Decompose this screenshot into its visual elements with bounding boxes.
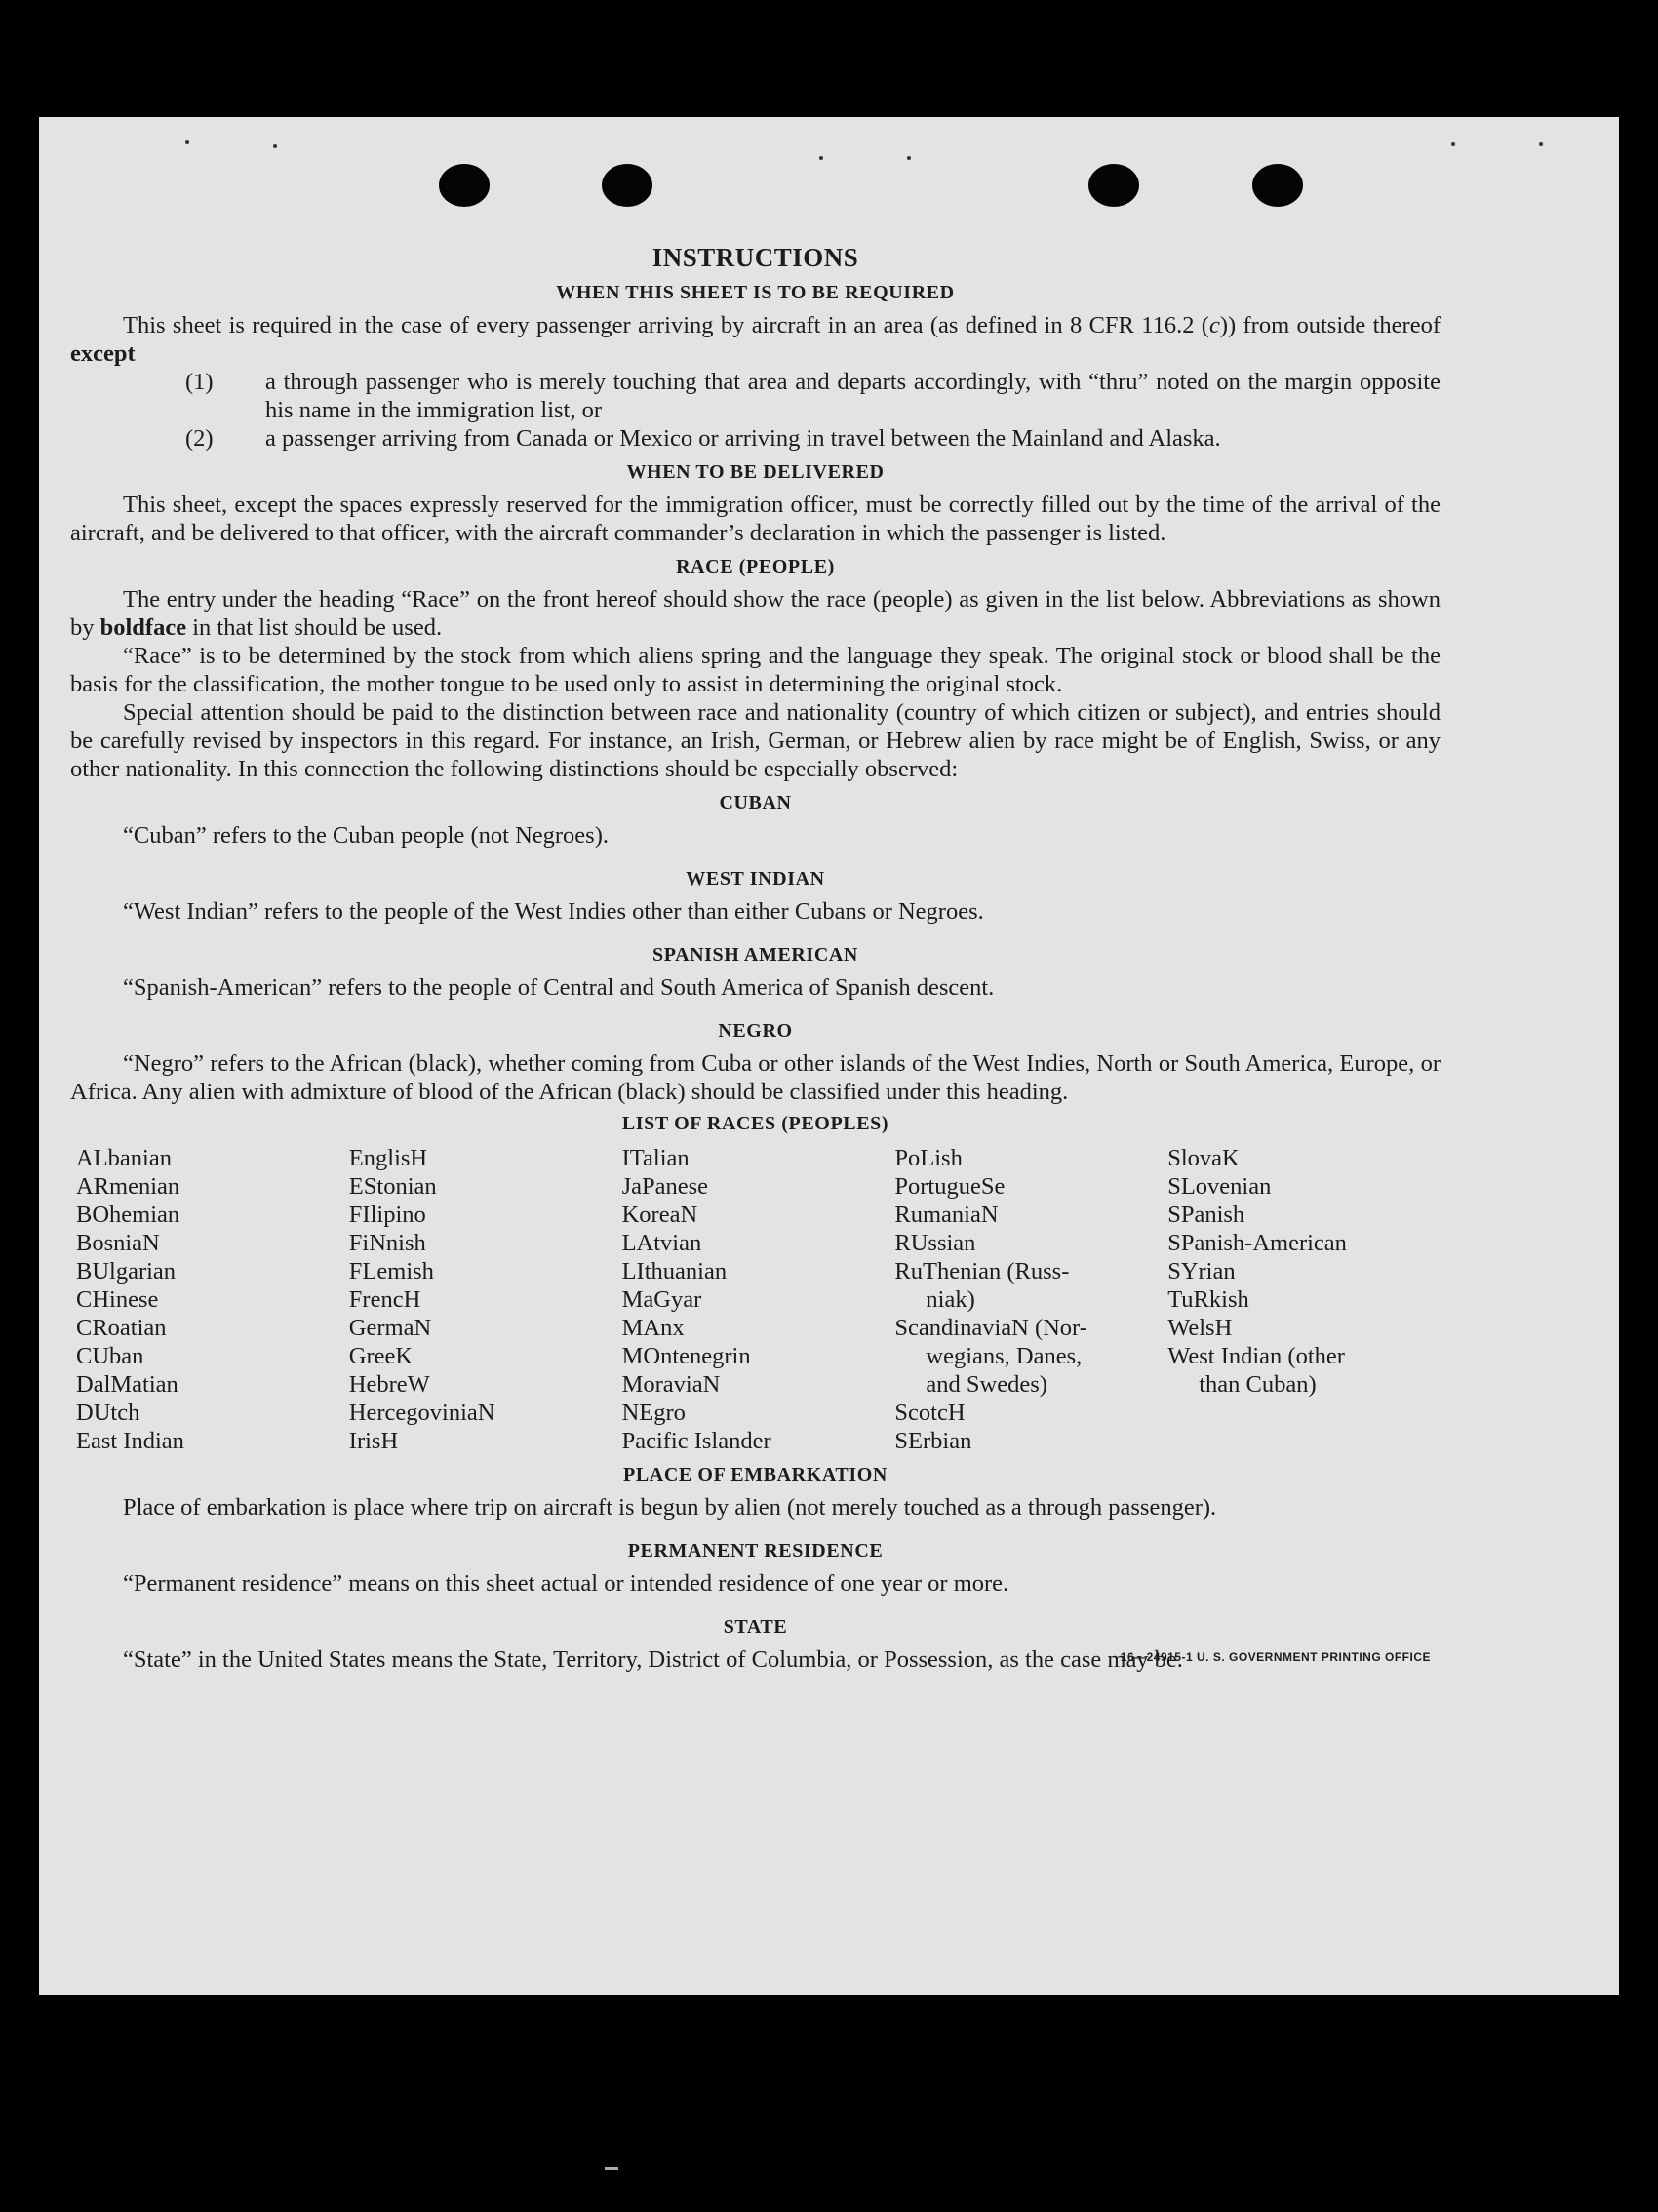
race-item: ScotcH bbox=[894, 1400, 966, 1426]
speck bbox=[1451, 142, 1455, 146]
section-heading-race: RACE (PEOPLE) bbox=[676, 556, 835, 577]
race-item: JaPanese bbox=[621, 1173, 709, 1200]
race-item: KoreaN bbox=[621, 1202, 698, 1228]
race-item: EStonian bbox=[348, 1173, 437, 1200]
race-item: FiNnish bbox=[348, 1230, 426, 1256]
section-heading-state: STATE bbox=[723, 1616, 788, 1638]
races-column-3 bbox=[622, 1144, 895, 1455]
race-item: LIthuanian bbox=[621, 1258, 728, 1284]
punch-hole bbox=[439, 164, 490, 207]
section-heading-delivered: WHEN TO BE DELIVERED bbox=[626, 461, 885, 483]
race-item: FIlipino bbox=[348, 1202, 426, 1228]
race-item: MOntenegrin bbox=[621, 1343, 751, 1369]
race-item: SYrian bbox=[1167, 1258, 1236, 1284]
race-item: DalMatian bbox=[76, 1371, 178, 1398]
section-heading-cuban: CUBAN bbox=[719, 792, 792, 813]
paragraph-state: “State” in the United States means the State, Territory, District of Columbia, or Possession, as the case may be. bbox=[123, 1646, 1183, 1673]
race-item: DUtch bbox=[76, 1400, 140, 1426]
race-item: HercegoviniaN bbox=[348, 1400, 495, 1426]
race-item: BosniaN bbox=[76, 1230, 160, 1256]
speck bbox=[273, 144, 277, 148]
race-item: MAnx bbox=[621, 1315, 685, 1341]
race-item: ScandinaviaN (Nor- bbox=[894, 1315, 1087, 1341]
race-item: CHinese bbox=[76, 1286, 159, 1313]
race-item: SErbian bbox=[894, 1428, 972, 1454]
punch-hole bbox=[602, 164, 652, 207]
section-heading-list-of-races: LIST OF RACES (PEOPLES) bbox=[621, 1113, 889, 1134]
race-item: PoLish bbox=[894, 1145, 963, 1171]
paragraph-cuban: “Cuban” refers to the Cuban people (not Negroes). bbox=[123, 822, 609, 849]
section-heading-permanent-residence: PERMANENT RESIDENCE bbox=[627, 1540, 884, 1561]
speck bbox=[907, 156, 911, 160]
race-item: CRoatian bbox=[76, 1315, 167, 1341]
race-item-continuation: than Cuban) bbox=[1199, 1371, 1317, 1398]
state-footer-row bbox=[70, 1645, 1441, 1674]
section-heading-required: WHEN THIS SHEET IS TO BE REQUIRED bbox=[556, 282, 955, 303]
paragraph-required: This sheet is required in the case of every passenger arriving by aircraft in an area (as defined in 8 CFR 116.2 (c)) from outside thereof except bbox=[70, 312, 1441, 367]
page-title: INSTRUCTIONS bbox=[651, 243, 859, 272]
race-item: TuRkish bbox=[1167, 1286, 1249, 1313]
printing-office-code: 16—24915-1 U. S. GOVERNMENT PRINTING OFFICE bbox=[1120, 1650, 1431, 1664]
race-item: FLemish bbox=[348, 1258, 434, 1284]
paragraph-race-nationality: Special attention should be paid to the distinction between race and nationality (country of which citizen or subject), and entries should be carefully revised by inspectors in this regard. For instance, an Irish, German, or Hebrew alien by race might be of English, Swiss, or any other nationality. In this connection the following distinctions should be especially observed: bbox=[70, 699, 1441, 782]
race-item: LAtvian bbox=[621, 1230, 702, 1256]
races-column-5 bbox=[1167, 1144, 1441, 1455]
paragraph-permanent-residence: “Permanent residence” means on this sheet actual or intended residence of one year or more. bbox=[123, 1570, 1009, 1597]
section-heading-negro: NEGRO bbox=[718, 1020, 793, 1042]
scan-mark bbox=[605, 2167, 618, 2170]
race-item: ALbanian bbox=[76, 1145, 172, 1171]
races-list bbox=[76, 1144, 1441, 1455]
race-item: WelsH bbox=[1167, 1315, 1233, 1341]
race-item-continuation: and Swedes) bbox=[926, 1371, 1047, 1398]
race-item: MoraviaN bbox=[621, 1371, 721, 1398]
races-column-1 bbox=[76, 1144, 349, 1455]
race-item: SLovenian bbox=[1167, 1173, 1272, 1200]
section-heading-west-indian: WEST INDIAN bbox=[686, 868, 825, 889]
race-item-continuation: niak) bbox=[926, 1286, 975, 1313]
race-item: GermaN bbox=[348, 1315, 432, 1341]
paragraph-west-indian: “West Indian” refers to the people of the West Indies other than either Cubans or Negroes. bbox=[123, 898, 984, 925]
race-item: BUlgarian bbox=[76, 1258, 177, 1284]
paragraph-embarkation: Place of embarkation is place where trip on aircraft is begun by alien (not merely touched as a through passenger). bbox=[123, 1494, 1217, 1521]
race-item: SPanish bbox=[1167, 1202, 1245, 1228]
race-item: Pacific Islander bbox=[621, 1428, 771, 1454]
race-item: RuThenian (Russ- bbox=[894, 1258, 1070, 1284]
race-item: West Indian (other bbox=[1167, 1343, 1345, 1369]
race-item: FrencH bbox=[348, 1286, 421, 1313]
race-item: SlovaK bbox=[1167, 1145, 1240, 1171]
race-item: RumaniaN bbox=[894, 1202, 999, 1228]
race-item: East Indian bbox=[76, 1428, 184, 1454]
race-item: MaGyar bbox=[621, 1286, 702, 1313]
paragraph-race-entry: The entry under the heading “Race” on the front hereof should show the race (people) as given in the list below. Abbreviations as shown by boldface in that list should be used. bbox=[70, 586, 1441, 641]
race-item: PortugueSe bbox=[894, 1173, 1006, 1200]
paragraph-negro: “Negro” refers to the African (black), whether coming from Cuba or other islands of the West Indies, North or South America, Europe, or Africa. Any alien with admixture of blood of the African (black) should be classified under this heading. bbox=[70, 1050, 1441, 1105]
race-item: RUssian bbox=[894, 1230, 976, 1256]
race-item-continuation: wegians, Danes, bbox=[926, 1343, 1083, 1369]
punch-hole bbox=[1252, 164, 1303, 207]
punch-hole bbox=[1088, 164, 1139, 207]
race-item: GreeK bbox=[348, 1343, 414, 1369]
race-item: HebreW bbox=[348, 1371, 430, 1398]
races-column-4 bbox=[894, 1144, 1167, 1455]
speck bbox=[1539, 142, 1543, 146]
race-item: ITalian bbox=[621, 1145, 690, 1171]
paragraph-delivered: This sheet, except the spaces expressly reserved for the immigration officer, must be correctly filled out by the time of the arrival of the aircraft, and be delivered to that officer, with the aircraft commander’s declaration in which the passenger is listed. bbox=[70, 492, 1441, 546]
race-item: CUban bbox=[76, 1343, 144, 1369]
instructions-content bbox=[70, 244, 1441, 1674]
race-item: ARmenian bbox=[76, 1173, 180, 1200]
race-item: NEgro bbox=[621, 1400, 686, 1426]
list-item-through-passenger: (1) a through passenger who is merely touching that area and departs accordingly, with “thru” noted on the margin opposite his name in the immigration list, or bbox=[185, 369, 1441, 423]
races-column-2 bbox=[349, 1144, 622, 1455]
section-heading-embarkation: PLACE OF EMBARKATION bbox=[623, 1464, 888, 1485]
race-item: BOhemian bbox=[76, 1202, 180, 1228]
list-item-canada-mexico: (2) a passenger arriving from Canada or Mexico or arriving in travel between the Mainland and Alaska. bbox=[185, 425, 1221, 452]
paragraph-spanish-american: “Spanish-American” refers to the people of Central and South America of Spanish descent. bbox=[123, 974, 995, 1001]
paragraph-race-definition: “Race” is to be determined by the stock from which aliens spring and the language they speak. The original stock or blood shall be the basis for the classification, the mother tongue to be used only to assist in determining the original stock. bbox=[70, 643, 1441, 697]
speck bbox=[185, 140, 189, 144]
race-item: SPanish-American bbox=[1167, 1230, 1347, 1256]
race-item: IrisH bbox=[348, 1428, 399, 1454]
speck bbox=[819, 156, 823, 160]
race-item: EnglisH bbox=[348, 1145, 428, 1171]
section-heading-spanish-american: SPANISH AMERICAN bbox=[652, 944, 858, 966]
